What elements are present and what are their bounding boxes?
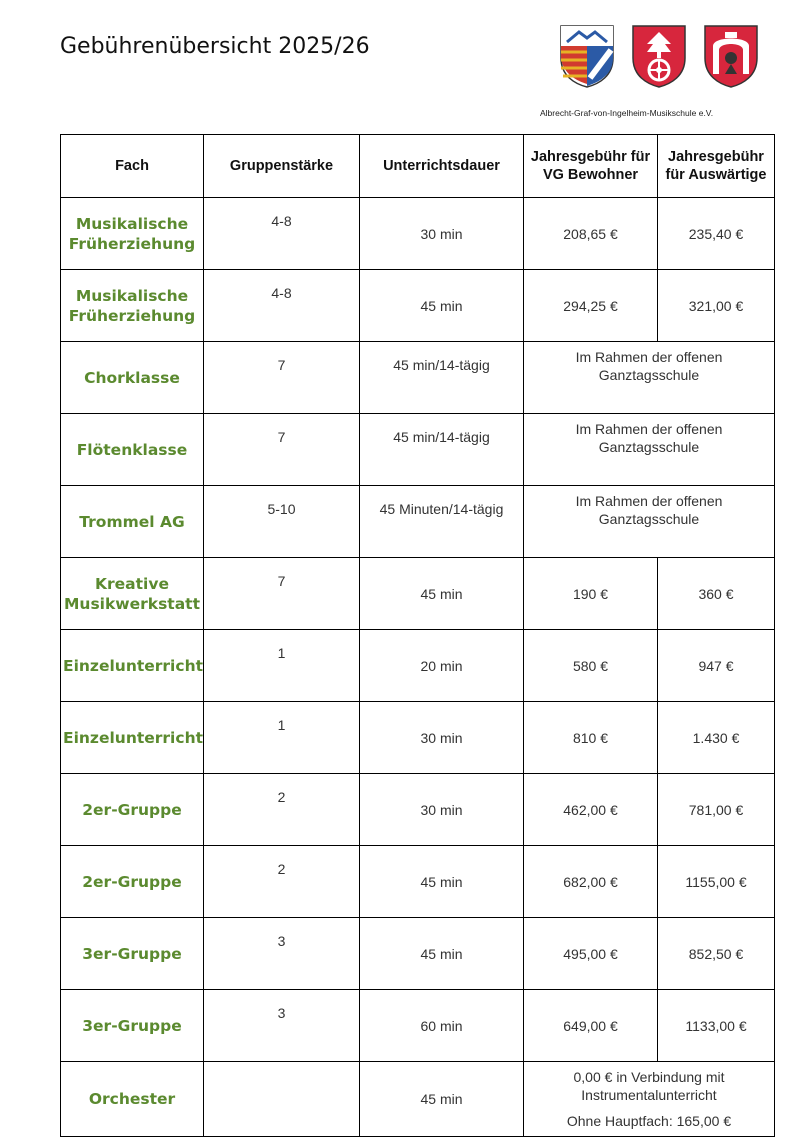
duration-cell: 45 min <box>360 846 524 918</box>
fee-external-cell: 781,00 € <box>658 774 775 846</box>
group-cell <box>204 1062 360 1137</box>
orchestra-fee-line: Instrumentalunterricht <box>581 1087 717 1103</box>
fee-local-cell: 294,25 € <box>524 270 658 342</box>
fee-external-cell: 360 € <box>658 558 775 630</box>
column-header-fee-external: Jahresgebühr für Auswärtige <box>658 135 775 198</box>
subject-cell: Trommel AG <box>61 486 204 558</box>
crest-icon <box>559 24 615 88</box>
group-cell: 4-8 <box>204 270 360 342</box>
orchestra-fee-cell <box>524 1062 775 1137</box>
table-row <box>61 846 775 918</box>
subject-cell: Chorklasse <box>61 342 204 414</box>
group-cell: 1 <box>204 702 360 774</box>
orchestra-fee-line: Ohne Hauptfach: 165,00 € <box>566 1113 732 1129</box>
crest-icon <box>631 24 687 88</box>
group-cell: 2 <box>204 846 360 918</box>
table-row <box>61 774 775 846</box>
subject-cell: Kreative Musikwerkstatt <box>61 558 204 630</box>
fee-combined-cell: Im Rahmen der offenen Ganztagsschule <box>524 342 775 414</box>
subject-cell: 2er-Gruppe <box>61 774 204 846</box>
subject-cell: Musikalische Früherziehung <box>61 270 204 342</box>
orchestra-fee-line: 0,00 € in Verbindung mit <box>573 1069 725 1085</box>
group-cell: 7 <box>204 342 360 414</box>
duration-cell: 45 Minuten/14-tägig <box>360 486 524 558</box>
duration-cell: 20 min <box>360 630 524 702</box>
table-row <box>61 558 775 630</box>
duration-cell: 45 min <box>360 1062 524 1137</box>
fee-combined-cell: Im Rahmen der offenen Ganztagsschule <box>524 486 775 558</box>
fee-table <box>60 134 775 1137</box>
table-row <box>61 918 775 990</box>
fee-local-cell: 495,00 € <box>524 918 658 990</box>
column-header-fee-local: Jahresgebühr für VG Bewohner <box>524 135 658 198</box>
group-cell: 3 <box>204 990 360 1062</box>
duration-cell: 45 min/14-tägig <box>360 414 524 486</box>
fee-local-cell: 810 € <box>524 702 658 774</box>
subject-cell: Musikalische Früherziehung <box>61 198 204 270</box>
fee-local-cell: 190 € <box>524 558 658 630</box>
subject-cell: 2er-Gruppe <box>61 846 204 918</box>
fee-local-cell: 462,00 € <box>524 774 658 846</box>
duration-cell: 45 min/14-tägig <box>360 342 524 414</box>
table-header-row <box>61 135 775 198</box>
fee-external-cell: 235,40 € <box>658 198 775 270</box>
duration-cell: 45 min <box>360 918 524 990</box>
duration-cell: 45 min <box>360 270 524 342</box>
column-header-duration: Unterrichtsdauer <box>360 135 524 198</box>
fee-external-cell: 947 € <box>658 630 775 702</box>
fee-local-cell: 580 € <box>524 630 658 702</box>
fee-local-cell: 649,00 € <box>524 990 658 1062</box>
table-row <box>61 270 775 342</box>
fee-external-cell: 852,50 € <box>658 918 775 990</box>
table-row <box>61 342 775 414</box>
group-cell: 5-10 <box>204 486 360 558</box>
subject-cell: Einzelunterricht <box>61 630 204 702</box>
municipal-crests <box>559 24 759 88</box>
subject-cell: Flötenklasse <box>61 414 204 486</box>
duration-cell: 45 min <box>360 558 524 630</box>
subject-cell: Orchester <box>61 1062 204 1137</box>
fee-combined-cell: Im Rahmen der offenen Ganztagsschule <box>524 414 775 486</box>
subject-cell: Einzelunterricht <box>61 702 204 774</box>
fee-external-cell: 1155,00 € <box>658 846 775 918</box>
column-header-group-size: Gruppenstärke <box>204 135 360 198</box>
crest-icon <box>703 24 759 88</box>
table-row <box>61 414 775 486</box>
duration-cell: 30 min <box>360 774 524 846</box>
subject-cell: 3er-Gruppe <box>61 990 204 1062</box>
page-title: Gebührenübersicht 2025/26 <box>60 34 370 59</box>
fee-local-cell: 208,65 € <box>524 198 658 270</box>
fee-external-cell: 321,00 € <box>658 270 775 342</box>
group-cell: 1 <box>204 630 360 702</box>
duration-cell: 30 min <box>360 702 524 774</box>
subject-cell: 3er-Gruppe <box>61 918 204 990</box>
group-cell: 3 <box>204 918 360 990</box>
table-row-orchestra <box>61 1062 775 1137</box>
duration-cell: 60 min <box>360 990 524 1062</box>
table-row <box>61 702 775 774</box>
table-row <box>61 486 775 558</box>
group-cell: 7 <box>204 558 360 630</box>
group-cell: 2 <box>204 774 360 846</box>
table-row <box>61 990 775 1062</box>
group-cell: 4-8 <box>204 198 360 270</box>
duration-cell: 30 min <box>360 198 524 270</box>
table-row <box>61 198 775 270</box>
column-header-subject: Fach <box>61 135 204 198</box>
group-cell: 7 <box>204 414 360 486</box>
organization-name: Albrecht-Graf-von-Ingelheim-Musikschule e.V. <box>540 108 714 118</box>
table-row <box>61 630 775 702</box>
fee-local-cell: 682,00 € <box>524 846 658 918</box>
fee-external-cell: 1.430 € <box>658 702 775 774</box>
fee-external-cell: 1133,00 € <box>658 990 775 1062</box>
